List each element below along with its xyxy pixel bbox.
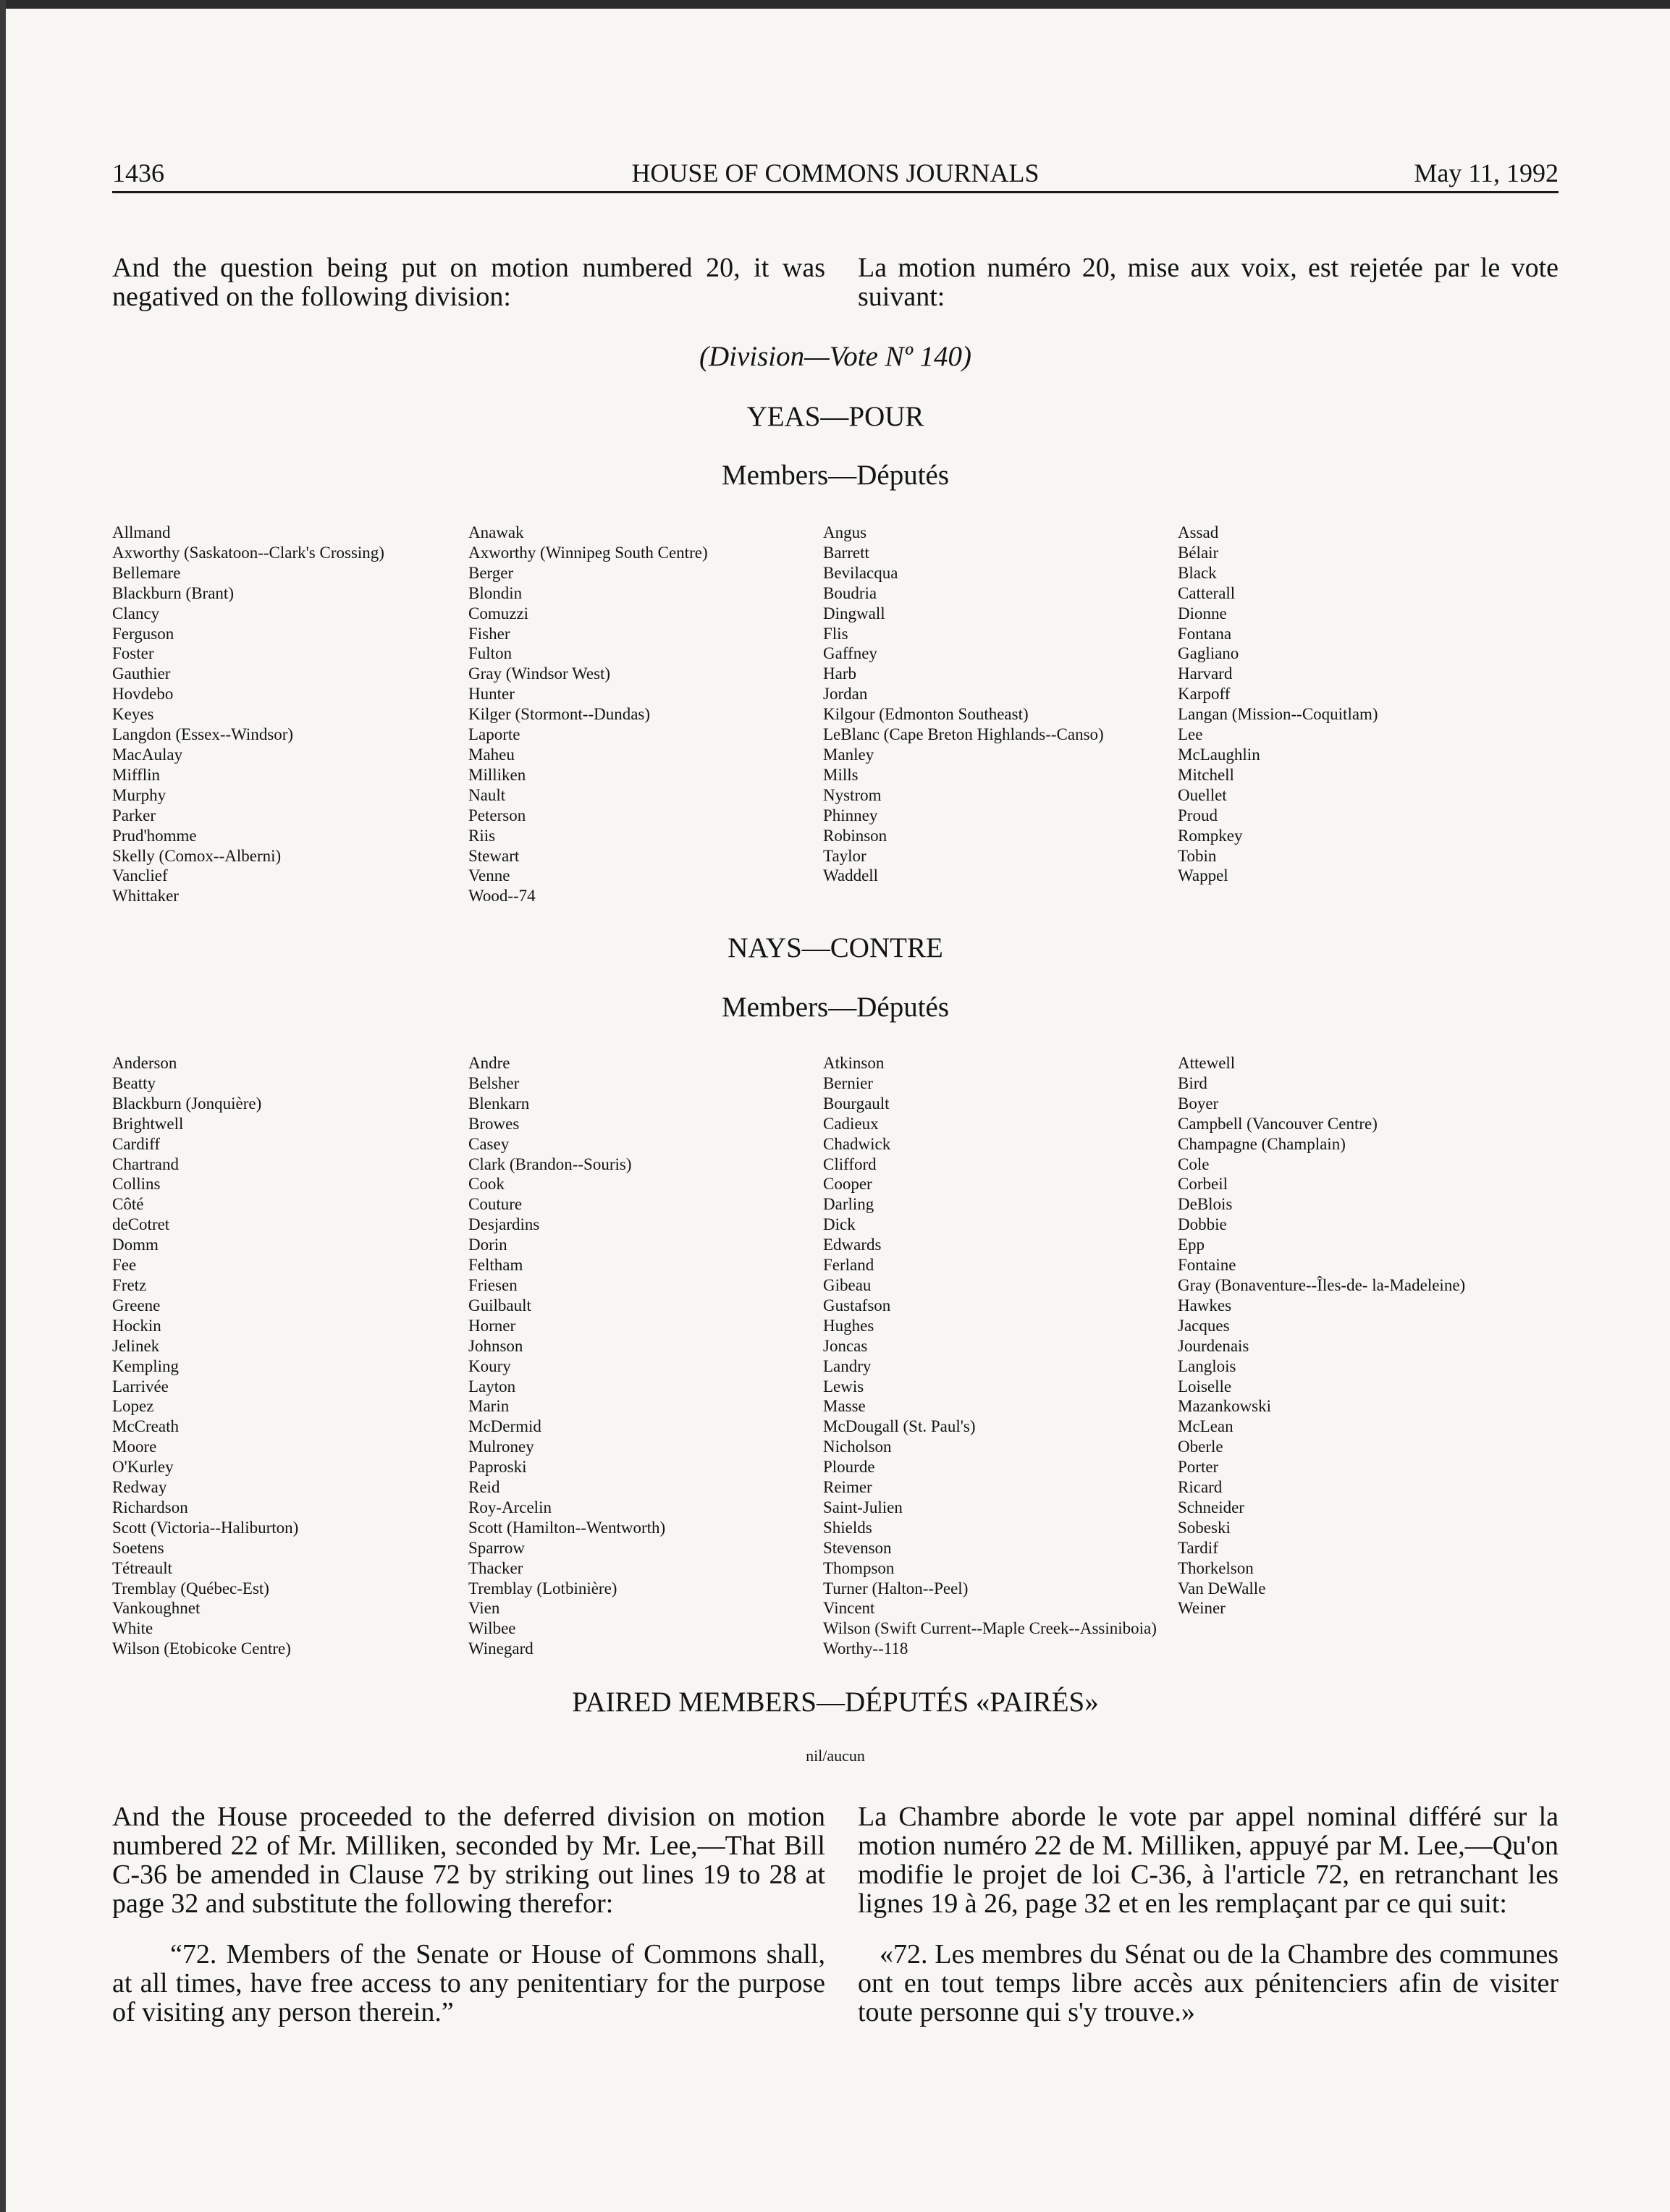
- member-name: Mills: [823, 765, 859, 784]
- member-name: Taylor: [823, 846, 866, 865]
- member-name: Robinson: [823, 826, 887, 845]
- member-name: Worthy--118: [823, 1639, 908, 1658]
- member-name: Joncas: [823, 1336, 868, 1355]
- member-name: Greene: [112, 1296, 161, 1314]
- yeas-column-4: [1178, 523, 1378, 886]
- member-name: Whittaker: [112, 887, 179, 906]
- intro-english: And the question being put on motion numbered 20, it was negatived on the following division:: [112, 253, 825, 312]
- member-name: Nicholson: [823, 1438, 892, 1456]
- member-name: Harvard: [1178, 664, 1233, 683]
- member-name: Landry: [823, 1356, 872, 1375]
- member-name: Peterson: [468, 806, 526, 824]
- member-name: Fretz: [112, 1275, 147, 1294]
- member-name: Moore: [112, 1438, 157, 1456]
- member-name: Lopez: [112, 1397, 154, 1416]
- member-name: Desjardins: [468, 1215, 540, 1234]
- member-name: Ouellet: [1178, 785, 1227, 804]
- member-name: Flis: [823, 624, 848, 643]
- intro-french: La motion numéro 20, mise aux voix, est rejetée par le vote suivant:: [858, 253, 1559, 312]
- member-name: Blackburn (Jonquière): [112, 1094, 262, 1113]
- member-name: Bellemare: [112, 563, 181, 582]
- member-name: MacAulay: [112, 745, 183, 764]
- member-name: Horner: [468, 1316, 516, 1335]
- member-name: Clark (Brandon--Souris): [468, 1154, 632, 1173]
- member-name: Mitchell: [1178, 765, 1234, 784]
- member-name: Turner (Halton--Peel): [823, 1579, 969, 1597]
- motion22-english: And the House proceeded to the deferred division on motion numbered 22 of Mr. Milliken, seconded by Mr. Lee,—That Bill C-36 be amended in Clause 72 by striking out lines 19 to 28 at page 32 and substitute the following therefor:: [112, 1802, 825, 1919]
- member-name: Atkinson: [823, 1054, 885, 1072]
- paired-value: nil/aucun: [806, 1747, 865, 1765]
- member-name: Wilson (Etobicoke Centre): [112, 1639, 291, 1658]
- member-name: Scott (Victoria--Haliburton): [112, 1518, 299, 1537]
- member-name: Langdon (Essex--Windsor): [112, 725, 294, 744]
- member-name: Hawkes: [1178, 1296, 1232, 1314]
- member-name: Bird: [1178, 1073, 1207, 1092]
- member-name: Foster: [112, 644, 154, 663]
- member-name: Berger: [468, 563, 514, 582]
- member-name: Keyes: [112, 705, 154, 724]
- yeas-heading: YEAS—POUR: [746, 401, 924, 432]
- member-name: Vankoughnet: [112, 1599, 201, 1618]
- member-name: Fontaine: [1178, 1256, 1236, 1275]
- member-name: Corbeil: [1178, 1175, 1228, 1194]
- member-name: Gagliano: [1178, 644, 1239, 663]
- yeas-column-1: [112, 523, 384, 906]
- motion22-french: La Chambre aborde le vote par appel nominal différé sur la motion numéro 22 de M. Milliken, appuyé par M. Lee,—Qu'on modifie le projet de loi C-36, à l'article 72, en retranchant les lignes 19 à 26, page 32 et en les remplaçant par ce qui suit:: [858, 1802, 1559, 1919]
- member-name: Friesen: [468, 1275, 518, 1294]
- member-name: Johnson: [468, 1336, 523, 1355]
- yeas-column-3: [823, 523, 1104, 886]
- member-name: Soetens: [112, 1538, 164, 1557]
- member-name: McDougall (St. Paul's): [823, 1417, 976, 1436]
- member-name: Wappel: [1178, 866, 1228, 885]
- member-name: Plourde: [823, 1458, 875, 1477]
- member-name: Marin: [468, 1397, 510, 1416]
- member-name: Saint-Julien: [823, 1498, 903, 1516]
- page-number: 1436: [112, 159, 164, 187]
- member-name: Wood--74: [468, 887, 536, 906]
- member-name: Cardiff: [112, 1134, 161, 1153]
- member-name: Vien: [468, 1599, 500, 1618]
- member-name: Thompson: [823, 1558, 895, 1577]
- member-name: Vanclief: [112, 866, 168, 885]
- member-name: Dick: [823, 1215, 856, 1234]
- member-name: Jelinek: [112, 1336, 160, 1355]
- member-name: Stewart: [468, 846, 520, 865]
- member-name: Stevenson: [823, 1538, 892, 1557]
- journal-date: May 11, 1992: [1414, 159, 1559, 187]
- member-name: Kilgour (Edmonton Southeast): [823, 705, 1029, 724]
- member-name: Wilbee: [468, 1619, 516, 1638]
- member-name: Jacques: [1178, 1316, 1230, 1335]
- member-name: Thorkelson: [1178, 1558, 1254, 1577]
- member-name: deCotret: [112, 1215, 170, 1234]
- member-name: Gray (Bonaventure--Îles-de- la-Madeleine): [1178, 1275, 1466, 1294]
- member-name: Brightwell: [112, 1114, 184, 1133]
- member-name: McDermid: [468, 1417, 541, 1436]
- motion22-quote-french: «72. Les membres du Sénat ou de la Chambre des communes ont en tout temps libre accès aux pénitenciers afin de visiter toute personne qui s'y trouve.»: [858, 1939, 1559, 2027]
- member-name: Feltham: [468, 1256, 523, 1275]
- member-name: Hockin: [112, 1316, 161, 1335]
- member-name: Van DeWalle: [1178, 1579, 1266, 1597]
- member-name: Tardif: [1178, 1538, 1218, 1557]
- member-name: Hovdebo: [112, 685, 174, 704]
- member-name: Guilbault: [468, 1296, 531, 1314]
- member-name: Angus: [823, 523, 867, 541]
- member-name: Karpoff: [1178, 685, 1231, 704]
- member-name: Browes: [468, 1114, 520, 1133]
- division-title: (Division—Vote Nº 140): [699, 341, 972, 372]
- member-name: Dionne: [1178, 604, 1227, 622]
- member-name: Tremblay (Lotbinière): [468, 1579, 617, 1597]
- member-name: Collins: [112, 1175, 161, 1194]
- member-name: Dingwall: [823, 604, 885, 622]
- member-name: DeBlois: [1178, 1195, 1233, 1214]
- nays-column-1: [112, 1053, 298, 1659]
- member-name: Comuzzi: [468, 604, 529, 622]
- member-name: Gustafson: [823, 1296, 891, 1314]
- member-name: Côté: [112, 1195, 144, 1214]
- member-name: Fisher: [468, 624, 510, 643]
- member-name: Tobin: [1178, 846, 1217, 865]
- member-name: Kempling: [112, 1356, 179, 1375]
- header-rule: [112, 191, 1559, 193]
- nays-column-2: [468, 1053, 665, 1659]
- member-name: Chartrand: [112, 1154, 179, 1173]
- member-name: Fee: [112, 1256, 137, 1275]
- member-name: Richardson: [112, 1498, 188, 1516]
- member-name: Weiner: [1178, 1599, 1226, 1618]
- member-name: Allmand: [112, 523, 171, 541]
- member-name: Mazankowski: [1178, 1397, 1272, 1416]
- member-name: Larrivée: [112, 1377, 169, 1396]
- member-name: Black: [1178, 563, 1217, 582]
- member-name: Hughes: [823, 1316, 874, 1335]
- member-name: Blackburn (Brant): [112, 583, 234, 602]
- member-name: Axworthy (Saskatoon--Clark's Crossing): [112, 543, 384, 562]
- member-name: Beatty: [112, 1073, 156, 1092]
- member-name: Wilson (Swift Current--Maple Creek--Assiniboia): [823, 1619, 1157, 1638]
- member-name: Winegard: [468, 1639, 534, 1658]
- member-name: Domm: [112, 1236, 159, 1254]
- scan-edge-left: [0, 0, 6, 2212]
- member-name: Proud: [1178, 806, 1218, 824]
- member-name: Attewell: [1178, 1054, 1236, 1072]
- member-name: Gaffney: [823, 644, 877, 663]
- member-name: Dobbie: [1178, 1215, 1227, 1234]
- yeas-subheading: Members—Députés: [721, 460, 950, 491]
- member-name: Tétreault: [112, 1558, 173, 1577]
- member-name: Epp: [1178, 1236, 1205, 1254]
- member-name: O'Kurley: [112, 1458, 174, 1477]
- member-name: Jourdenais: [1178, 1336, 1249, 1355]
- nays-column-3: [823, 1053, 1157, 1659]
- member-name: Dorin: [468, 1236, 507, 1254]
- member-name: Barrett: [823, 543, 869, 562]
- nays-subheading: Members—Députés: [721, 992, 950, 1023]
- member-name: Anderson: [112, 1054, 177, 1072]
- member-name: Fontana: [1178, 624, 1232, 643]
- member-name: Tremblay (Québec-Est): [112, 1579, 269, 1597]
- member-name: Scott (Hamilton--Wentworth): [468, 1518, 666, 1537]
- member-name: Clancy: [112, 604, 160, 622]
- member-name: Chadwick: [823, 1134, 891, 1153]
- member-name: Casey: [468, 1134, 510, 1153]
- member-name: McLean: [1178, 1417, 1233, 1436]
- member-name: Parker: [112, 806, 156, 824]
- member-name: Lewis: [823, 1377, 864, 1396]
- member-name: Loiselle: [1178, 1377, 1232, 1396]
- member-name: Riis: [468, 826, 496, 845]
- member-name: Cadieux: [823, 1114, 879, 1133]
- member-name: Lee: [1178, 725, 1203, 744]
- member-name: Andre: [468, 1054, 510, 1072]
- member-name: Milliken: [468, 765, 526, 784]
- member-name: Catterall: [1178, 583, 1236, 602]
- member-name: McLaughlin: [1178, 745, 1260, 764]
- member-name: Clifford: [823, 1154, 877, 1173]
- member-name: Cooper: [823, 1175, 872, 1194]
- member-name: Blenkarn: [468, 1094, 530, 1113]
- member-name: Prud'homme: [112, 826, 197, 845]
- member-name: Manley: [823, 745, 874, 764]
- member-name: Nystrom: [823, 785, 882, 804]
- member-name: Gibeau: [823, 1275, 872, 1294]
- member-name: Sparrow: [468, 1538, 525, 1557]
- member-name: Oberle: [1178, 1438, 1223, 1456]
- member-name: Couture: [468, 1195, 523, 1214]
- member-name: Champagne (Champlain): [1178, 1134, 1346, 1153]
- member-name: Vincent: [823, 1599, 875, 1618]
- member-name: Redway: [112, 1478, 167, 1497]
- member-name: Kilger (Stormont--Dundas): [468, 705, 651, 724]
- member-name: Koury: [468, 1356, 511, 1375]
- member-name: LeBlanc (Cape Breton Highlands--Canso): [823, 725, 1104, 744]
- member-name: Ferguson: [112, 624, 174, 643]
- member-name: Harb: [823, 664, 856, 683]
- member-name: Mifflin: [112, 765, 161, 784]
- nays-heading: NAYS—CONTRE: [728, 932, 943, 963]
- member-name: Gauthier: [112, 664, 171, 683]
- member-name: Bernier: [823, 1073, 873, 1092]
- member-name: Ferland: [823, 1256, 874, 1275]
- scan-edge-top: [0, 0, 1670, 9]
- member-name: Murphy: [112, 785, 166, 804]
- member-name: Thacker: [468, 1558, 523, 1577]
- member-name: Axworthy (Winnipeg South Centre): [468, 543, 708, 562]
- member-name: Assad: [1178, 523, 1219, 541]
- member-name: Hunter: [468, 685, 515, 704]
- member-name: Venne: [468, 866, 510, 885]
- member-name: Paproski: [468, 1458, 527, 1477]
- member-name: Reimer: [823, 1478, 872, 1497]
- member-name: Edwards: [823, 1236, 882, 1254]
- member-name: Bourgault: [823, 1094, 890, 1113]
- member-name: Boyer: [1178, 1094, 1219, 1113]
- member-name: Phinney: [823, 806, 878, 824]
- member-name: Jordan: [823, 685, 868, 704]
- nays-column-4: [1178, 1053, 1465, 1618]
- member-name: Maheu: [468, 745, 515, 764]
- member-name: Bevilacqua: [823, 563, 898, 582]
- member-name: Skelly (Comox--Alberni): [112, 846, 282, 865]
- member-name: Porter: [1178, 1458, 1219, 1477]
- member-name: Laporte: [468, 725, 520, 744]
- member-name: Campbell (Vancouver Centre): [1178, 1114, 1378, 1133]
- member-name: Masse: [823, 1397, 866, 1416]
- member-name: Cole: [1178, 1154, 1210, 1173]
- motion22-quote-english: “72. Members of the Senate or House of Commons shall, at all times, have free access to any penitentiary for the purpose of visiting any person therein.”: [112, 1939, 825, 2027]
- paired-heading: PAIRED MEMBERS—DÉPUTÉS «PAIRÉS»: [572, 1687, 1099, 1718]
- member-name: White: [112, 1619, 153, 1638]
- member-name: Waddell: [823, 866, 879, 885]
- member-name: Layton: [468, 1377, 516, 1396]
- member-name: Roy-Arcelin: [468, 1498, 552, 1516]
- member-name: Reid: [468, 1478, 500, 1497]
- member-name: Langan (Mission--Coquitlam): [1178, 705, 1378, 724]
- member-name: McCreath: [112, 1417, 179, 1436]
- member-name: Fulton: [468, 644, 513, 663]
- member-name: Cook: [468, 1175, 505, 1194]
- member-name: Sobeski: [1178, 1518, 1231, 1537]
- member-name: Nault: [468, 785, 506, 804]
- yeas-column-2: [468, 523, 708, 906]
- member-name: Langlois: [1178, 1356, 1236, 1375]
- member-name: Rompkey: [1178, 826, 1243, 845]
- member-name: Mulroney: [468, 1438, 534, 1456]
- member-name: Anawak: [468, 523, 524, 541]
- member-name: Blondin: [468, 583, 523, 602]
- member-name: Darling: [823, 1195, 874, 1214]
- journal-title: HOUSE OF COMMONS JOURNALS: [631, 159, 1039, 187]
- member-name: Bélair: [1178, 543, 1219, 562]
- page-header: [112, 158, 1559, 191]
- member-name: Boudria: [823, 583, 877, 602]
- member-name: Gray (Windsor West): [468, 664, 611, 683]
- member-name: Ricard: [1178, 1478, 1223, 1497]
- member-name: Belsher: [468, 1073, 520, 1092]
- member-name: Schneider: [1178, 1498, 1244, 1516]
- member-name: Shields: [823, 1518, 872, 1537]
